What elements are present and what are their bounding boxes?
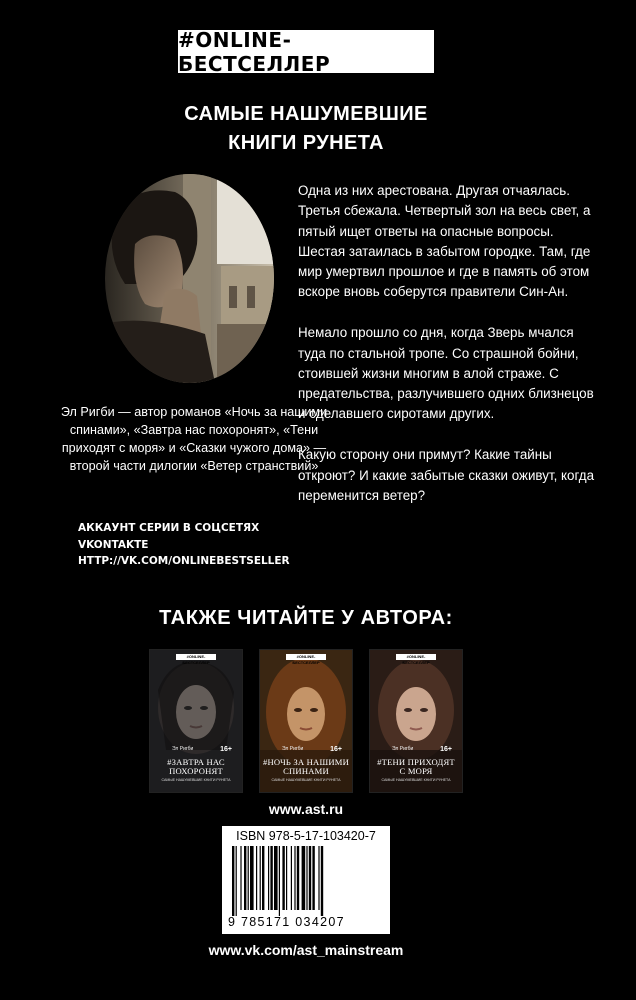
headline-line-1: САМЫЕ НАШУМЕВШИЕ [184, 103, 428, 125]
barcode-bar [321, 846, 323, 916]
book-blurb [298, 181, 598, 527]
book-3-author: Эл Ригби [392, 746, 414, 752]
book-1-author: Эл Ригби [172, 746, 194, 752]
barcode-bar [286, 846, 287, 910]
barcode-bar [302, 846, 306, 910]
book-1-title [150, 758, 242, 776]
social-accounts [78, 520, 338, 570]
barcode-bar [250, 846, 254, 910]
barcode-bar [260, 846, 261, 910]
book-2-title-line-2: СПИНАМИ [283, 766, 329, 776]
book-cover-2[interactable] [260, 650, 352, 792]
barcode-bar [244, 846, 246, 910]
book-2-author: Эл Ригби [282, 746, 304, 752]
barcode-bar [262, 846, 264, 910]
book-2-title [260, 758, 352, 776]
author-bio: Эл Ригби — автор романов «Ночь за нашими спинами», «Завтра нас похоронят», «Тени приходят с моря» и «Сказки чужого дома» — второй части дилогии «Ветер странствий» [60, 405, 328, 473]
headline [0, 100, 612, 158]
barcode-bar [268, 846, 269, 910]
author-portrait [105, 174, 274, 383]
social-link[interactable]: HTTP://VK.COM/ONLINEBESTSELLER [78, 555, 290, 567]
isbn-number: ISBN 978-5-17-103420-7 [236, 829, 376, 843]
bestseller-badge: #ONLINE-БЕСТСЕЛЛЕР [178, 30, 434, 73]
book-cover-1[interactable] [150, 650, 242, 792]
book-3-subtitle: САМЫЕ НАШУМЕВШИЕ КНИГИ РУНЕТА [381, 778, 451, 782]
barcode-bar [270, 846, 272, 910]
book-3-title-line-1: #ТЕНИ ПРИХОДЯТ [377, 757, 455, 767]
barcode-digits: 9 785171 034207 [228, 915, 345, 929]
book-1-title-line-2: ПОХОРОНЯТ [169, 766, 223, 776]
barcode-block [222, 826, 390, 934]
barcode-bar [279, 846, 280, 916]
book-1-title-line-1: #ЗАВТРА НАС [167, 757, 225, 767]
barcode-bar [240, 846, 241, 910]
barcode-bar [294, 846, 295, 910]
book-cover-3[interactable] [370, 650, 462, 792]
book-3-title [370, 758, 462, 776]
vk-link[interactable]: www.vk.com/ast_mainstream [208, 942, 404, 958]
barcode-icon [230, 846, 382, 916]
book-2-tag: #ONLINE-БЕСТСЕЛЛЕР [286, 654, 326, 660]
barcode-bar [297, 846, 299, 910]
book-3-title-line-2: С МОРЯ [399, 766, 433, 776]
barcode-bar [309, 846, 311, 910]
barcode-bar [291, 846, 292, 910]
publisher-website[interactable]: www.ast.ru [268, 801, 344, 817]
barcode-bar [282, 846, 284, 910]
barcode-bar [256, 846, 257, 910]
headline-line-2: КНИГИ РУНЕТА [228, 132, 384, 154]
social-network: VKONTAKTE [78, 538, 149, 551]
barcode-bar [312, 846, 314, 910]
social-heading: АККАУНТ СЕРИИ В СОЦСЕТЯХ [78, 522, 260, 534]
barcode-bar [318, 846, 319, 910]
barcode-bar [236, 846, 237, 916]
barcode-bar [274, 846, 278, 910]
book-3-age-rating: 16+ [440, 746, 452, 753]
blurb-paragraph-3: Какую сторону они примут? Какие тайны откроют? И какие забытые сказки оживут, когда переменится ветер? [298, 447, 595, 503]
book-1-subtitle: САМЫЕ НАШУМЕВШИЕ КНИГИ РУНЕТА [161, 778, 231, 782]
book-3-tag: #ONLINE-БЕСТСЕЛЛЕР [396, 654, 436, 660]
blurb-paragraph-1: Одна из них арестована. Другая отчаялась. Третья сбежала. Четвертый зол на весь свет, а пятый ищет ответы на опасные вопросы. Шестая затаилась в забытом городке. Там, где мир умертвил прошлое и где в память об этом вскоре вновь соберутся правители Син-Ан. [298, 183, 591, 300]
also-read-title: ТАКЖЕ ЧИТАЙТЕ У АВТОРА: [159, 607, 453, 629]
book-2-title-line-1: #НОЧЬ ЗА НАШИМИ [263, 757, 349, 767]
barcode-bar [248, 846, 249, 910]
book-2-subtitle: САМЫЕ НАШУМЕВШИЕ КНИГИ РУНЕТА [271, 778, 341, 782]
book-1-tag: #ONLINE-БЕСТСЕЛЛЕР [176, 654, 216, 660]
barcode-bar [232, 846, 234, 916]
book-1-age-rating: 16+ [220, 746, 232, 753]
book-2-age-rating: 16+ [330, 746, 342, 753]
blurb-paragraph-2: Немало прошло со дня, когда Зверь мчался туда по стальной тропе. Со страшной бойни, стоившей жизни многим в алой страже. С предательства, разлучившего одних близнецов и сделавшего сиротами других. [298, 325, 594, 422]
barcode-bar [306, 846, 307, 910]
